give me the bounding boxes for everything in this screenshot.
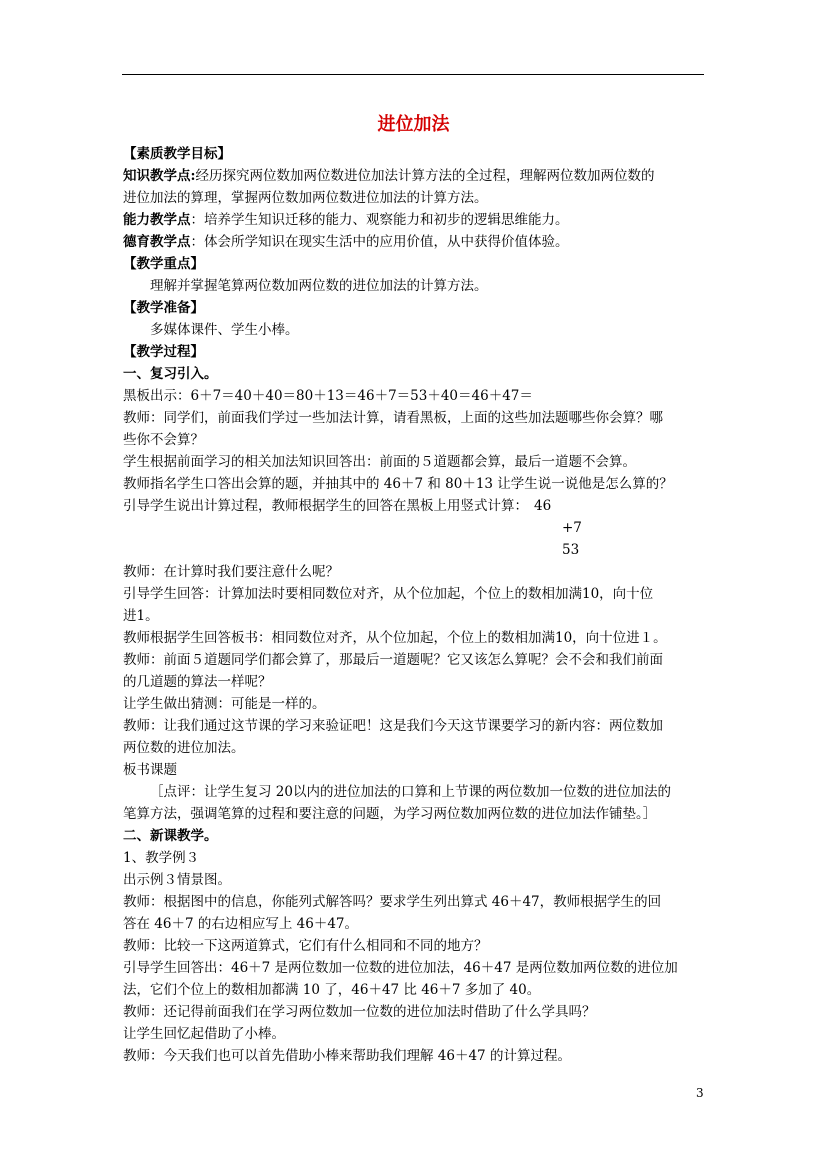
page-title: 进位加法 <box>377 114 450 135</box>
paragraph-line: 教师：让我们通过这节课的学习来验证吧！这是我们今天这节课要学习的新内容：两位数加 <box>123 718 663 734</box>
paragraph-line: 法，它们个位上的数相加都满 10 了，46＋47 比 46＋7 多加了 40。 <box>123 982 541 998</box>
page-number: 3 <box>696 1086 704 1100</box>
header-rule <box>122 74 704 75</box>
ability-label: 能力教学点 <box>123 212 191 228</box>
heading-goals: 【素质教学目标】 <box>123 146 231 162</box>
paragraph-line: 引导学生回答出：46＋7 是两位数加一位数的进位加法，46＋47 是两位数加两位数的进位加 <box>123 960 678 976</box>
knowledge-label: 知识教学点: <box>123 168 196 184</box>
paragraph-line: 的几道题的算法一样呢？ <box>123 674 272 690</box>
vertical-calc-intro: 引导学生说出计算过程，教师根据学生的回答在黑板上用竖式计算： <box>123 498 528 514</box>
paragraph-line: 教师：还记得前面我们在学习两位数加一位数的进位加法时借助了什么学具吗？ <box>123 1004 596 1020</box>
ability-text: ：培养学生知识迁移的能力、观察能力和初步的逻辑思维能力。 <box>190 212 569 228</box>
paragraph-line: 引导学生回答：计算加法时要相同数位对齐，从个位加起，个位上的数相加满10，向十位 <box>123 586 654 602</box>
paragraph-line: 教师：比较一下这两道算式，它们有什么相同和不同的地方？ <box>123 938 488 954</box>
paragraph-line: 学生根据前面学习的相关加法知识回答出：前面的５道题都会算，最后一道题不会算。 <box>123 454 636 470</box>
vertical-calc-addend-2: +7 <box>562 520 582 536</box>
section-new-lesson-heading: 二、新课教学。 <box>123 828 218 844</box>
knowledge-text-1: 经历探究两位数加两位数进位加法计算方法的全过程，理解两位数加两位数的 <box>195 168 655 184</box>
paragraph-line: 教师：同学们，前面我们学过一些加法计算，请看黑板，上面的这些加法题哪些你会算？哪 <box>123 410 663 426</box>
vertical-calc-addend-1: 46 <box>534 498 552 514</box>
preparation-text: 多媒体课件、学生小棒。 <box>150 322 299 338</box>
paragraph-line: 教师根据学生回答板书：相同数位对齐，从个位加起，个位上的数相加满10，向十位进１。 <box>123 630 667 646</box>
knowledge-line-1 <box>123 165 713 187</box>
paragraph-line: 1、教学例３ <box>123 850 200 866</box>
commentary-line: 笔算方法，强调笔算的过程和要注意的问题，为学习两位数加两位数的进位加法作铺垫。］ <box>123 806 657 822</box>
paragraph-line: 让学生回忆起借助了小棒。 <box>123 1026 285 1042</box>
commentary-line: ［点评：让学生复习 20以内的进位加法的口算和上节课的两位数加一位数的进位加法的 <box>150 784 671 800</box>
vertical-calc-sum: 53 <box>562 542 580 558</box>
paragraph-line: 些你不会算？ <box>123 432 204 448</box>
paragraph-line: 教师：今天我们也可以首先借助小棒来帮助我们理解 46＋47 的计算过程。 <box>123 1048 571 1064</box>
ability-line <box>123 209 713 231</box>
key-points-text: 理解并掌握笔算两位数加两位数的进位加法的计算方法。 <box>150 278 488 294</box>
heading-preparation: 【教学准备】 <box>123 300 204 316</box>
paragraph-line <box>123 495 713 517</box>
paragraph-line: 答在 46＋7 的右边相应写上 46＋47。 <box>123 916 358 932</box>
paragraph-line: 进1。 <box>123 608 159 624</box>
moral-label: 德育教学点 <box>123 234 191 250</box>
paragraph-line: 板书课题 <box>123 762 177 778</box>
section-review-heading: 一、复习引入。 <box>123 366 218 382</box>
moral-text: ：体会所学知识在现实生活中的应用价值，从中获得价值体验。 <box>190 234 569 250</box>
paragraph-line: 教师：在计算时我们要注意什么呢？ <box>123 564 339 580</box>
document-body <box>123 143 713 1067</box>
knowledge-line-2: 进位加法的算理，掌握两位数加两位数进位加法的计算方法。 <box>123 190 488 206</box>
paragraph-line: 黑板出示：6＋7＝40＋40＝80＋13＝46＋7＝53＋40＝46＋47＝ <box>123 388 533 404</box>
paragraph-line: 教师指名学生口答出会算的题，并抽其中的 46＋7 和 80＋13 让学生说一说他是怎么算的？ <box>123 476 673 492</box>
heading-process: 【教学过程】 <box>123 344 204 360</box>
paragraph-line: 两位数的进位加法。 <box>123 740 245 756</box>
paragraph-line: 出示例３情景图。 <box>123 872 231 888</box>
paragraph-line: 让学生做出猜测：可能是一样的。 <box>123 696 326 712</box>
paragraph-line: 教师：根据图中的信息，你能列式解答吗？要求学生列出算式 46＋47，教师根据学生的回 <box>123 894 662 910</box>
moral-line <box>123 231 713 253</box>
heading-key-points: 【教学重点】 <box>123 256 204 272</box>
paragraph-line: 教师：前面５道题同学们都会算了，那最后一道题呢？它又该怎么算呢？会不会和我们前面 <box>123 652 663 668</box>
